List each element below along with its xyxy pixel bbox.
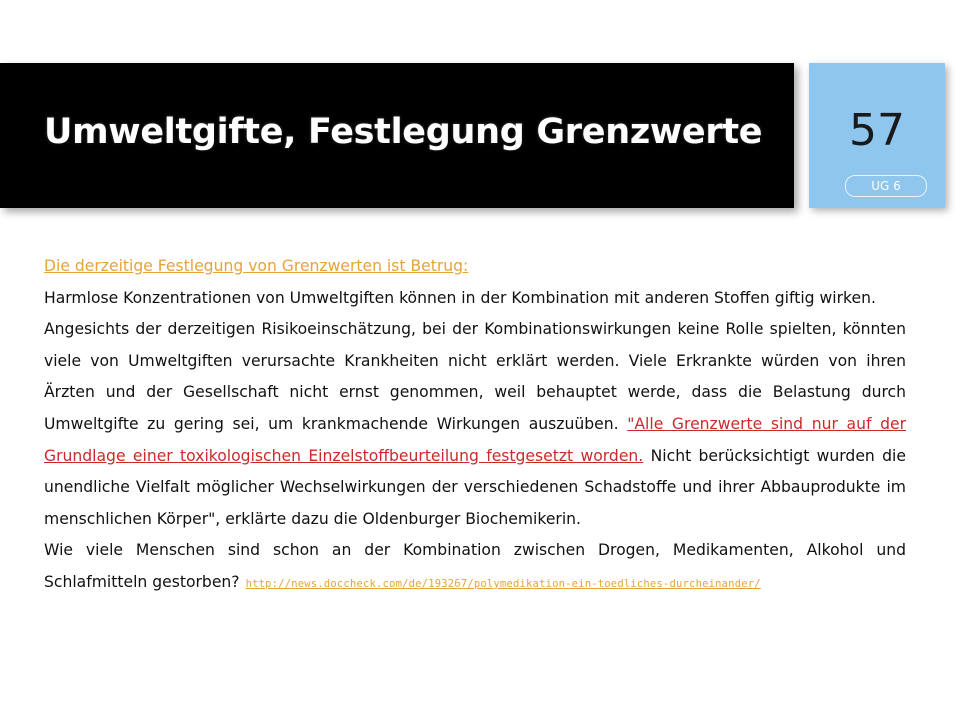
quote-link[interactable]: "Alle Grenzwerte sind nur auf der Grundlage einer toxikologischen Einzelstoffbeurteilung festgesetzt worden.: [44, 414, 906, 465]
source-url-link[interactable]: http://news.doccheck.com/de/193267/polymedikation-ein-toedliches-durcheinander/: [245, 577, 761, 590]
slide-title: Umweltgifte, Festlegung Grenzwerte: [44, 112, 763, 152]
paragraph-2-end: Nicht berücksichtigt wurden die unendliche Vielfalt möglicher Wechselwirkungen der verschiedenen Schadstoffe und ihrer Abbauprodukte im menschlichen Körper", erklärte dazu die Oldenburger Biochemikerin.: [44, 446, 906, 528]
heading-link[interactable]: Die derzeitige Festlegung von Grenzwerten ist Betrug:: [44, 257, 469, 275]
paragraph-2-start: Angesichts der derzeitigen Risikoeinschätzung, bei der Kombinationswirkungen keine Rolle spielten, könnten viele von Umweltgiften verursachte Krankheiten nicht erklärt werden. Viele Erkrankte würden von ihren Ärzten und der Gesellschaft nicht ernst genommen, weil behauptet werde, dass die Belastung durch Umweltgifte zu gering sei, um krankmachende Wirkungen auszuüben.: [44, 320, 906, 433]
slide-number: 57: [849, 105, 905, 156]
heading-paragraph: [44, 251, 906, 283]
paragraph-2: [44, 314, 906, 535]
slide-code-pill: UG 6: [845, 175, 927, 197]
paragraph-3-text: Wie viele Menschen sind schon an der Kombination zwischen Drogen, Medikamenten, Alkohol und Schlafmitteln gestorben?: [44, 541, 906, 591]
paragraph-1: Harmlose Konzentrationen von Umweltgiften können in der Kombination mit anderen Stoffen giftig wirken.: [44, 288, 876, 307]
slide-number-badge: [809, 63, 945, 208]
slide-body: [44, 251, 906, 601]
paragraph-3: [44, 535, 906, 600]
